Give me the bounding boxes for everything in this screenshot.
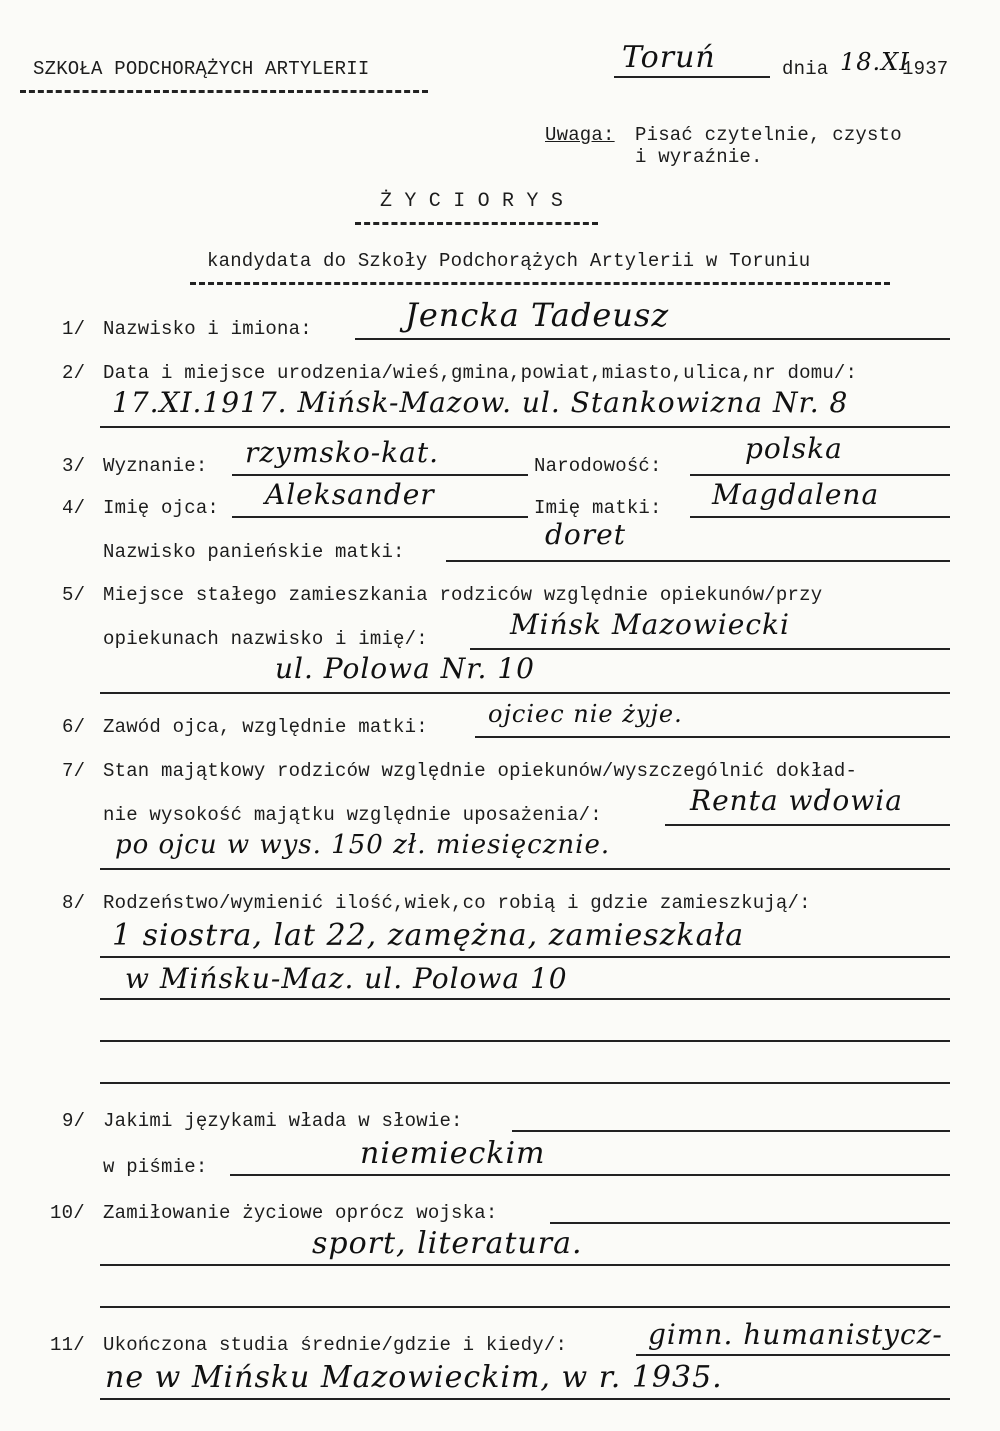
field-7-label-b: nie wysokość majątku względnie uposażenia/: — [103, 804, 602, 826]
field-10-label: Zamiłowanie życiowe oprócz wojska: — [103, 1202, 498, 1224]
field-4-value3: doret — [545, 518, 626, 551]
field-5-value-b: ul. Polowa Nr. 10 — [275, 652, 535, 685]
field-4-label2: Imię matki: — [534, 497, 662, 519]
field-7-line-b — [100, 868, 950, 870]
note-line2: i wyraźnie. — [635, 146, 763, 168]
school-name: SZKOŁA PODCHORĄŻYCH ARTYLERII — [33, 58, 370, 80]
field-3-number: 3/ — [62, 455, 86, 477]
note-label: Uwaga: — [545, 124, 615, 146]
field-8-line-d — [100, 1082, 950, 1084]
field-4-line3 — [446, 560, 950, 562]
field-8-value-b: w Mińsku-Maz. ul. Polowa 10 — [125, 962, 568, 995]
field-3-line — [232, 474, 528, 476]
field-8-value: 1 siostra, lat 22, zamężna, zamieszkała — [112, 918, 745, 953]
field-6-number: 6/ — [62, 716, 86, 738]
field-4-value: Aleksander — [265, 478, 435, 511]
field-9-label: Jakimi językami włada w słowie: — [103, 1110, 463, 1132]
document-title: Ż Y C I O R Y S — [380, 190, 564, 213]
field-3-label: Wyznanie: — [103, 455, 208, 477]
field-2-label: Data i miejsce urodzenia/wieś,gmina,powiat,miasto,ulica,nr domu/: — [103, 362, 858, 384]
field-8-line-c — [100, 1040, 950, 1042]
field-10-line-b — [100, 1264, 950, 1266]
year: 1937 — [902, 58, 949, 80]
field-3-line2 — [690, 474, 950, 476]
field-5-value: Mińsk Mazowiecki — [510, 608, 790, 641]
field-8-label: Rodzeństwo/wymienić ilość,wiek,co robią i gdzie zamieszkują/: — [103, 892, 811, 914]
field-7-value-b: po ojcu w wys. 150 zł. miesięcznie. — [115, 830, 611, 860]
field-10-value: sport, literatura. — [312, 1226, 583, 1261]
field-8-line-b — [100, 998, 950, 1000]
field-11-line — [636, 1354, 950, 1356]
field-5-label-b: opiekunach nazwisko i imię/: — [103, 628, 428, 650]
field-5-line — [470, 648, 950, 650]
field-10-line — [550, 1222, 950, 1224]
field-4-line2 — [690, 516, 950, 518]
field-9-number: 9/ — [62, 1110, 86, 1132]
field-3-value2: polska — [745, 432, 843, 465]
field-11-line-b — [100, 1398, 950, 1400]
field-6-label: Zawód ojca, względnie matki: — [103, 716, 428, 738]
field-5-number: 5/ — [62, 584, 86, 606]
title-underline — [355, 222, 598, 225]
field-4-number: 4/ — [62, 497, 86, 519]
field-1-line — [355, 338, 950, 340]
field-7-number: 7/ — [62, 760, 86, 782]
field-11-label: Ukończona studia średnie/gdzie i kiedy/: — [103, 1334, 568, 1356]
field-11-number: 11/ — [50, 1334, 85, 1356]
field-3-label2: Narodowość: — [534, 455, 662, 477]
field-11-value-b: ne w Mińsku Mazowieckim, w r. 1935. — [105, 1360, 723, 1395]
field-7-value: Renta wdowia — [690, 784, 903, 817]
field-1-number: 1/ — [62, 318, 86, 340]
header-underline — [20, 90, 428, 93]
subtitle-underline — [190, 282, 890, 285]
field-9-line — [512, 1130, 950, 1132]
field-3-value: rzymsko-kat. — [245, 436, 439, 469]
field-5-line-b — [100, 692, 950, 694]
place-handwritten: Toruń — [622, 40, 716, 75]
field-1-value: Jencka Tadeusz — [405, 296, 670, 334]
field-5-label: Miejsce stałego zamieszkania rodziców względnie opiekunów/przy — [103, 584, 823, 606]
field-4-label: Imię ojca: — [103, 497, 220, 519]
field-6-line — [475, 736, 950, 738]
field-2-number: 2/ — [62, 362, 86, 384]
field-10-number: 10/ — [50, 1202, 85, 1224]
field-9-line-b — [230, 1174, 950, 1176]
field-7-label: Stan majątkowy rodziców względnie opiekunów/wyszczególnić dokład- — [103, 760, 858, 782]
field-9-label-b: w piśmie: — [103, 1156, 208, 1178]
field-9-value-b: niemieckim — [360, 1136, 546, 1171]
place-line — [614, 76, 770, 78]
field-8-number: 8/ — [62, 892, 86, 914]
field-8-line — [100, 956, 950, 958]
field-4-line — [232, 516, 528, 518]
field-2-value: 17.XI.1917. Mińsk-Mazow. ul. Stankowizna Nr. 8 — [112, 386, 849, 419]
field-1-label: Nazwisko i imiona: — [103, 318, 312, 340]
day-label: dnia — [782, 58, 829, 80]
document-subtitle: kandydata do Szkoły Podchorążych Artylerii w Toruniu — [207, 250, 811, 272]
field-4-value2: Magdalena — [712, 478, 880, 511]
field-10-line-c — [100, 1306, 950, 1308]
field-2-line — [100, 426, 950, 428]
date-handwritten: 18.XI — [840, 48, 910, 76]
field-6-value: ojciec nie żyje. — [488, 700, 683, 728]
field-4-label3: Nazwisko panieńskie matki: — [103, 541, 405, 563]
note-line1: Pisać czytelnie, czysto — [635, 124, 902, 146]
field-11-value: gimn. humanistycz- — [648, 1318, 943, 1351]
field-7-line — [665, 824, 950, 826]
